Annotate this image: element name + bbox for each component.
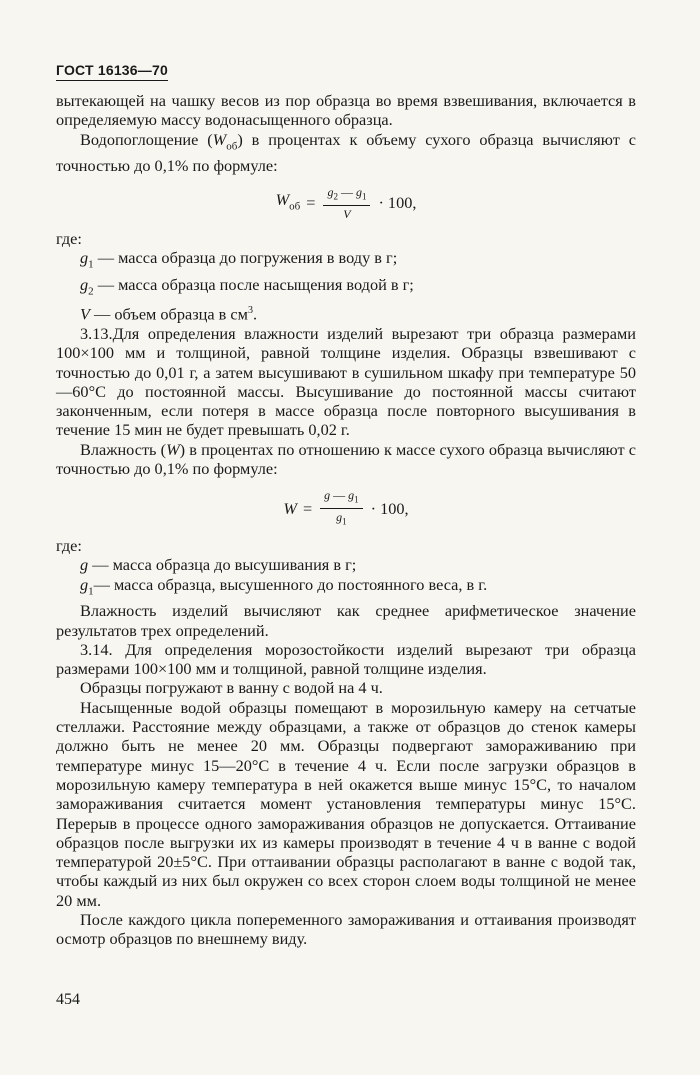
paragraph-moisture: Влажность (W) в процентах по отношению к массе сухого образца вычисляют с точностью до 0,1% по формуле: bbox=[56, 439, 636, 479]
definition-g2: $g_2$ — масса образца после насыщения водой в г; bbox=[80, 274, 414, 297]
section-3-13: 3.13.Для определения влажности изделий вырезают три образца размерами 100×100 мм и толщиной, равной толщине изделия. Образцы взвешивают с точностью до 0,01 г, а затем высушивают в сушильном шкафу при температуре 50—60°С до постоянной массы. Высушивание до постоянной массы считают законченным, если потеря в массе образца после повторного высушивания в течение 15 мин не будет превышать 0,02 г. bbox=[56, 323, 636, 440]
formula-moisture: W = $\frac{g — g_1}{g_1}$ · 100, bbox=[283, 488, 409, 527]
paragraph-continuation: вытекающей на чашку весов из пор образца во время взвешивания, включается в определяемую массу водонасыщенного образца. bbox=[56, 91, 636, 130]
page bbox=[56, 62, 636, 949]
paragraph-cycle: После каждого цикла попеременного замораживания и оттаивания производят осмотр образцов по внешнему виду. bbox=[56, 909, 636, 949]
definition-v: V — объем образца в $см^3$. bbox=[80, 304, 258, 324]
formula-water-absorption: $W_{об}$ = $\frac{g_2 — g_1}{V}$ · 100, bbox=[275, 185, 417, 221]
body-text bbox=[56, 91, 636, 949]
paragraph-freezing: Насыщенные водой образцы помещают в морозильную камеру на сетчатые стеллажи. Расстояние между образцами, а также от образцов до стенок камеры должно быть не менее 20 мм. Образцы подвергают замораживанию при температуре минус 15—20°С в течение 4 ч. Если после загрузки образцов в морозильную камеру температура в ней окажется выше минус 15°С, то началом замораживания считается момент установления температуры минус 15°С. Перерыв в процессе одного замораживания образцов не допускается. Оттаивание образцов после выгрузки их из камеры производят в течение 4 ч в ванне с водой температурой 20±5°С. При оттаивании образцы располагают в ванне с водой так, чтобы каждый из них был окружен со всех сторон слоем воды толщиной не менее 20 мм. bbox=[56, 697, 636, 910]
definition-g1-dry: $g_1—$ масса образца, высушенного до постоянного веса, в г. bbox=[80, 574, 488, 597]
where-label-1: где: bbox=[56, 228, 82, 248]
section-3-14: 3.14. Для определения морозостойкости изделий вырезают три образца размерами 100×100 мм и толщиной, равной толщине изделия. bbox=[56, 639, 636, 679]
document-header: ГОСТ 16136—70 bbox=[56, 62, 168, 81]
paragraph-average: Влажность изделий вычисляют как среднее арифметическое значение результатов трех определений. bbox=[56, 601, 636, 640]
definition-g: g — масса образца до высушивания в г; bbox=[80, 555, 357, 575]
definition-g1: $g_1$ — масса образца до погружения в воду в г; bbox=[80, 248, 398, 271]
page-number: 454 bbox=[56, 991, 80, 1008]
paragraph-water-absorption: Водопоглощение $(W_{об})$ в процентах к объему сухого образца вычисляют с точностью до 0,1% по формуле: bbox=[56, 129, 636, 176]
where-label-2: где: bbox=[56, 536, 82, 556]
paragraph-immersion: Образцы погружают в ванну с водой на 4 ч. bbox=[80, 678, 383, 698]
